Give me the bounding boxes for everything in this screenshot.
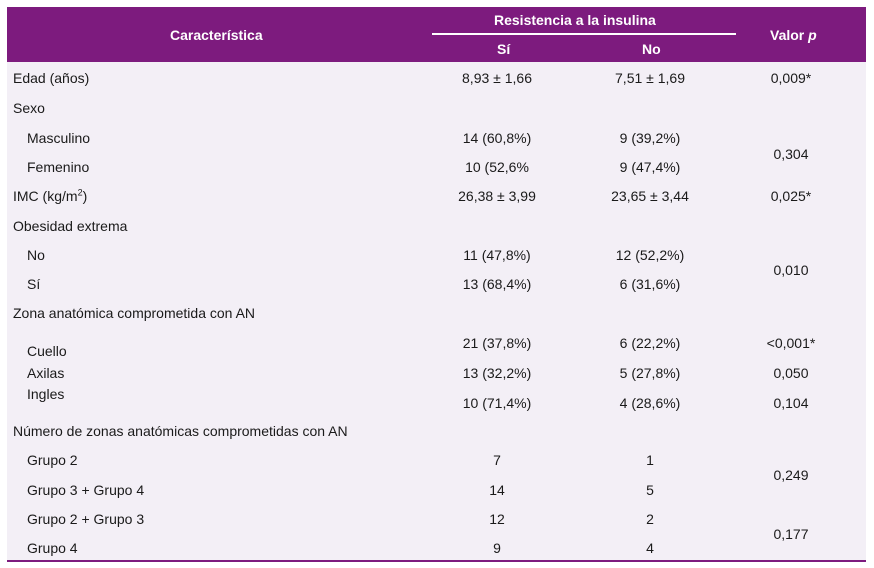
row-no: 12 (52,2%) — [615, 247, 685, 263]
row-p: 0,104 — [773, 395, 809, 411]
row-label: Femenino — [27, 159, 90, 175]
row-p: 0,050 — [773, 365, 809, 381]
row-no: 4 — [646, 540, 654, 556]
row-p: 0,249 — [773, 467, 809, 483]
row-p: 0,177 — [773, 526, 809, 542]
row-si: 26,38 ± 3,99 — [458, 188, 536, 204]
row-p: 0,009* — [770, 70, 812, 86]
row-label: Masculino — [27, 130, 91, 146]
row-label: Obesidad extrema — [13, 218, 128, 234]
row-si: 11 (47,8%) — [463, 247, 531, 263]
row-label: Cuello — [27, 343, 67, 359]
row-no: 1 — [646, 452, 654, 468]
row-label-imc: IMC $(kg/m^2)$ — [13, 187, 88, 204]
row-no: 2 — [646, 511, 654, 527]
row-label: Grupo 3 + Grupo 4 — [27, 482, 145, 498]
header-valor-p: Valor p — [770, 27, 817, 43]
row-si: 10 (71,4%) — [462, 395, 532, 411]
row-si: 10 (52,6% — [465, 159, 529, 175]
header-no: No — [642, 41, 661, 57]
header-si: Sí — [497, 41, 511, 57]
row-label: Sí — [27, 276, 41, 292]
row-label: Edad (años) — [13, 70, 90, 86]
row-label: Grupo 2 + Grupo 3 — [27, 511, 145, 527]
header-caracteristica: Característica — [170, 27, 263, 43]
row-p: <0,001* — [766, 335, 816, 351]
row-p: 0,025* — [770, 188, 812, 204]
row-label: No — [27, 247, 45, 263]
row-si: 13 (68,4%) — [462, 276, 532, 292]
row-si: 14 — [489, 482, 505, 498]
header-resistencia: Resistencia a la insulina — [494, 12, 656, 28]
row-si: 12 — [489, 511, 505, 527]
header-divider — [432, 33, 736, 35]
table-bottom-rule — [7, 560, 866, 562]
row-si: 8,93 ± 1,66 — [462, 70, 532, 86]
row-no: 23,65 ± 3,44 — [611, 188, 689, 204]
row-label: Grupo 2 — [27, 452, 78, 468]
row-si: 14 (60,8%) — [462, 130, 532, 146]
row-no: 9 (39,2%) — [619, 130, 681, 146]
row-no: 9 (47,4%) — [619, 159, 681, 175]
row-si: 7 — [493, 452, 501, 468]
row-no: 4 (28,6%) — [619, 395, 681, 411]
row-label: Número de zonas anatómicas comprometidas con AN — [13, 423, 348, 439]
row-p: 0,010 — [773, 262, 809, 278]
row-no: 6 (31,6%) — [619, 276, 681, 292]
row-label: Axilas — [27, 365, 65, 381]
row-no: 5 — [646, 482, 654, 498]
table-header — [7, 7, 866, 62]
row-label: Ingles — [27, 386, 65, 402]
row-si: 9 — [493, 540, 501, 556]
row-no: 6 (22,2%) — [619, 335, 681, 351]
row-si: 21 (37,8%) — [462, 335, 532, 351]
row-no: 7,51 ± 1,69 — [615, 70, 685, 86]
row-si: 13 (32,2%) — [462, 365, 532, 381]
row-label: Grupo 4 — [27, 540, 78, 556]
row-no: 5 (27,8%) — [619, 365, 681, 381]
row-label: Sexo — [13, 100, 45, 116]
row-label: Zona anatómica comprometida con AN — [13, 305, 256, 321]
row-p: 0,304 — [773, 146, 809, 162]
